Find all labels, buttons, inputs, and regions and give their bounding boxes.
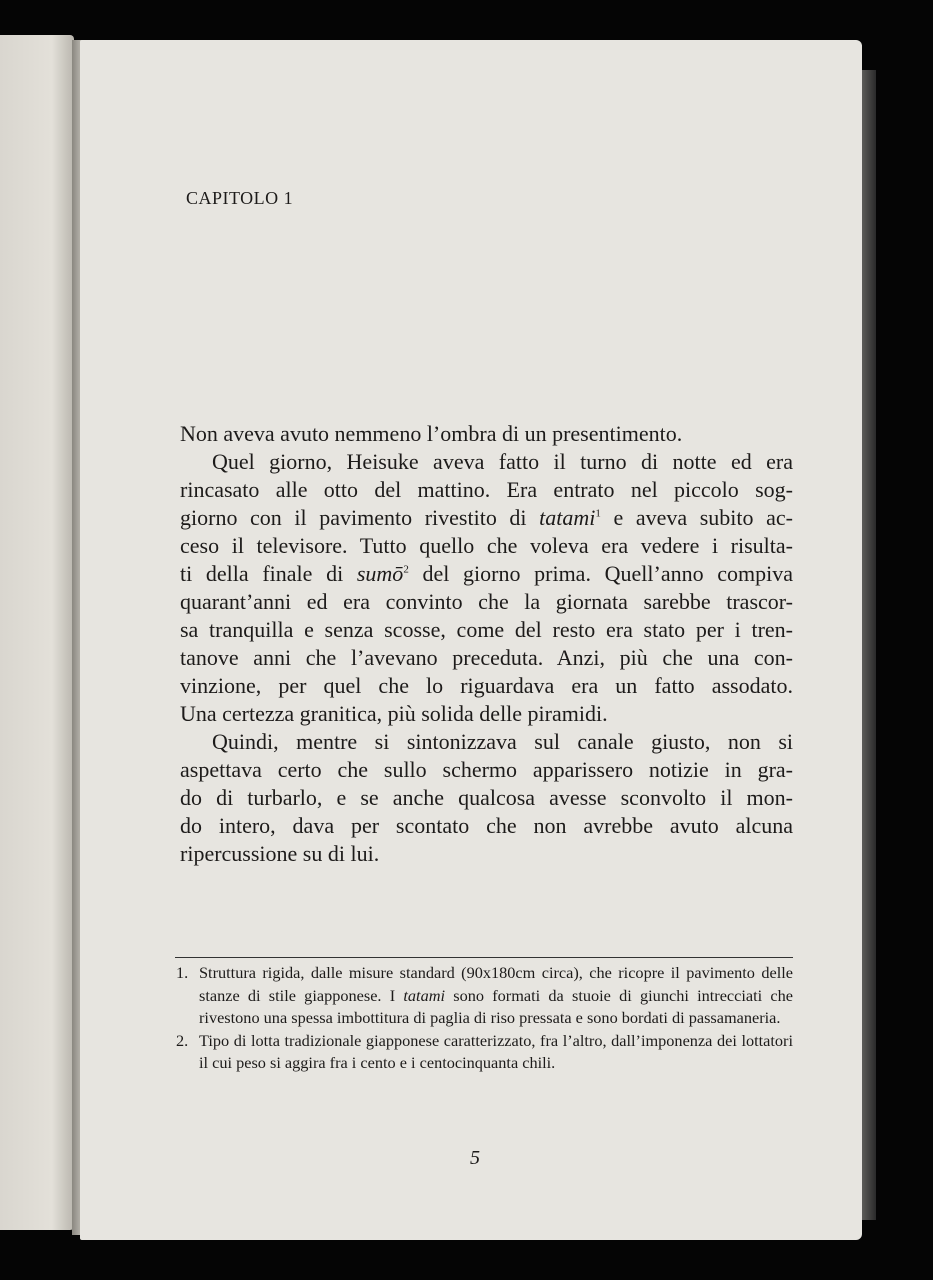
footnotes [176, 962, 793, 1075]
text-segment: e aveva subito ac- [600, 505, 793, 530]
footnote [176, 1030, 793, 1075]
footnote [176, 962, 793, 1030]
text-line: vinzione, per quel che lo riguardava era un fatto assodato. [180, 673, 793, 698]
left-page [0, 35, 74, 1230]
text-segment: Tipo di lotta tradizionale giapponese caratterizzato, fra l’altro, dall’imponenza dei lottatori il cui peso si aggira fra i cento e i centocinquanta chili. [199, 1030, 793, 1072]
text-segment: Struttura rigida, dalle misure standard (90x180cm circa), che ricopre il pavimento delle stanze di stile giapponese. I [199, 963, 793, 1005]
footnote-divider [175, 957, 793, 958]
text-line: do di turbarlo, e se anche qualcosa avesse sconvolto il mon- [180, 785, 793, 810]
text-line: Quel giorno, Heisuke aveva fatto il turno di notte ed era [212, 449, 793, 474]
text-line [180, 560, 793, 588]
text-line: tanove anni che l’avevano preceduta. Anzi, più che una con- [180, 645, 793, 670]
text-line [180, 504, 793, 532]
footnote-text [199, 962, 793, 1030]
text-segment: sono formati da stuoie di giunchi intrecciati che rivestono una spessa imbottitura di paglia di riso pressata e sono bordati di passamaneria. [199, 985, 794, 1027]
page-number: 5 [470, 1147, 480, 1169]
text-line: quarant’anni ed era convinto che la giornata sarebbe trascor- [180, 589, 793, 614]
italic-term: tatami [403, 985, 446, 1005]
footnote-ref: 1 [595, 507, 601, 520]
footnote-text [199, 1030, 793, 1075]
italic-term: tatami [539, 505, 596, 530]
text-line: ceso il televisore. Tutto quello che voleva era vedere i risulta- [180, 533, 793, 558]
footnote-ref: 2 [403, 563, 409, 576]
footnote-number: 2. [176, 1030, 189, 1050]
italic-term: sumō [356, 561, 404, 586]
text-line: ripercussione su di lui. [180, 841, 380, 866]
text-line: Quindi, mentre si sintonizzava sul canale giusto, non si [212, 729, 793, 754]
text-line: sa tranquilla e senza scosse, come del resto era stato per i tren- [180, 617, 793, 642]
text-segment: giorno con il pavimento rivestito di [180, 505, 540, 530]
text-segment: del giorno prima. Quell’anno compiva [408, 561, 794, 586]
chapter-heading: CAPITOLO 1 [186, 188, 294, 208]
text-line: aspettava certo che sullo schermo apparissero notizie in gra- [180, 757, 793, 782]
text-line: rincasato alle otto del mattino. Era entrato nel piccolo sog- [180, 477, 793, 502]
body-text [180, 420, 793, 868]
text-segment: ti della finale di [180, 561, 357, 586]
text-line: do intero, dava per scontato che non avrebbe avuto alcuna [180, 813, 793, 838]
footnote-number: 1. [176, 963, 189, 982]
text-line: Non aveva avuto nemmeno l’ombra di un presentimento. [180, 421, 683, 446]
text-line: Una certezza granitica, più solida delle piramidi. [180, 701, 608, 726]
